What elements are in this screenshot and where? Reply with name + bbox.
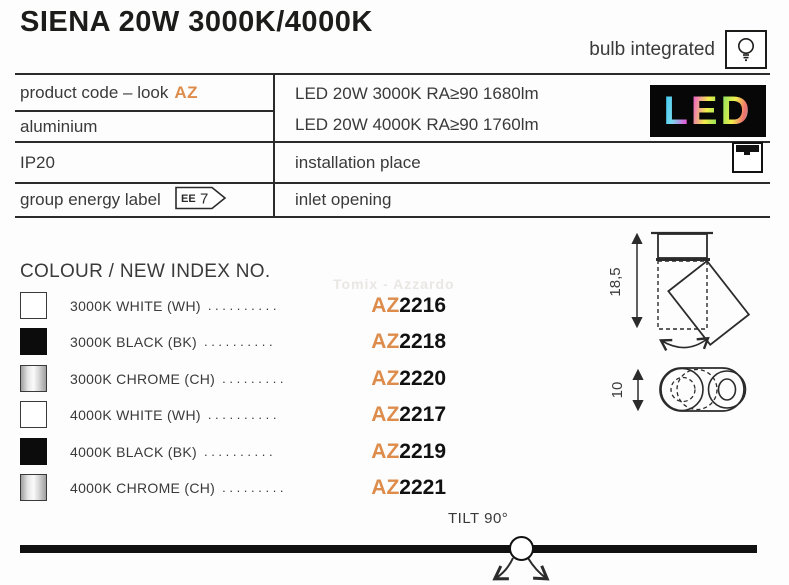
colour-row bbox=[20, 401, 446, 428]
index-code bbox=[371, 294, 446, 318]
led-spec-3000k: LED 20W 3000K RA≥90 1680lm bbox=[295, 84, 539, 103]
energy-label-text: group energy label bbox=[20, 190, 161, 209]
spec-table bbox=[15, 73, 770, 218]
index-code bbox=[371, 330, 446, 354]
colour-row bbox=[20, 474, 446, 501]
led-logo bbox=[650, 85, 766, 137]
code-number: 2218 bbox=[399, 329, 446, 353]
swatch-chrome bbox=[20, 474, 47, 501]
table-divider bbox=[273, 73, 275, 218]
bulb-integrated bbox=[589, 30, 767, 69]
colour-row bbox=[20, 365, 446, 392]
code-number: 2216 bbox=[399, 293, 446, 317]
colour-row bbox=[20, 292, 446, 319]
led-logo-text: LED bbox=[663, 89, 753, 133]
side-view-diagram bbox=[637, 233, 749, 348]
ip-rating-label: IP20 bbox=[20, 152, 55, 172]
index-code bbox=[371, 440, 446, 464]
swivel-arc-arrow bbox=[662, 339, 707, 348]
swatch-chrome bbox=[20, 365, 47, 392]
code-prefix: AZ bbox=[371, 439, 400, 463]
base-pill-outline bbox=[660, 368, 744, 411]
code-prefix: AZ bbox=[371, 402, 400, 426]
product-code-label: product code – look bbox=[20, 82, 169, 102]
energy-badge-value: 7 bbox=[199, 190, 209, 207]
colour-label: 3000K WHITE (WH) bbox=[70, 297, 201, 314]
dot-leader: . . . . . . . . . . bbox=[207, 298, 277, 313]
colours-heading: COLOUR / NEW INDEX NO. bbox=[20, 261, 271, 282]
tilt-arrows bbox=[496, 558, 546, 578]
swatch-white bbox=[20, 401, 47, 428]
tilt-arrow-right bbox=[528, 558, 546, 578]
installation-place-label: installation place bbox=[295, 152, 421, 172]
cell-material bbox=[15, 112, 97, 141]
energy-efficiency-badge bbox=[175, 186, 227, 215]
energy-badge-prefix: EE bbox=[180, 192, 196, 205]
cell-inlet-opening bbox=[277, 184, 391, 216]
colour-label: 4000K WHITE (WH) bbox=[70, 406, 201, 423]
ceiling-mount-icon bbox=[732, 142, 763, 173]
index-code bbox=[371, 403, 446, 427]
cell-product-code bbox=[15, 75, 198, 110]
mount-body bbox=[658, 234, 707, 258]
colour-row bbox=[20, 328, 446, 355]
bottom-divider-bar bbox=[20, 545, 757, 553]
code-number: 2217 bbox=[399, 402, 446, 426]
dot-leader: . . . . . . . . . . bbox=[207, 407, 277, 422]
code-prefix: AZ bbox=[371, 293, 400, 317]
inlet-opening-label: inlet opening bbox=[295, 190, 392, 209]
diameter-dimension-label: 10 bbox=[609, 381, 626, 399]
bulb-icon bbox=[725, 30, 767, 69]
colour-label: 3000K BLACK (BK) bbox=[70, 333, 197, 350]
tilt-pivot-circle bbox=[509, 536, 534, 561]
swatch-black bbox=[20, 328, 47, 355]
code-prefix: AZ bbox=[371, 366, 400, 390]
top-view-diagram bbox=[638, 368, 746, 411]
code-prefix: AZ bbox=[371, 329, 400, 353]
colour-label: 3000K CHROME (CH) bbox=[70, 370, 216, 387]
index-code bbox=[371, 476, 446, 500]
cell-led-specs bbox=[277, 75, 539, 140]
led-spec-4000k: LED 20W 4000K RA≥90 1760lm bbox=[295, 115, 539, 134]
tilt-arrow-left bbox=[496, 558, 513, 578]
cell-energy-label bbox=[15, 184, 227, 216]
code-prefix: AZ bbox=[371, 475, 400, 499]
index-code bbox=[371, 367, 446, 391]
code-number: 2221 bbox=[399, 475, 446, 499]
ceiling-tab bbox=[744, 152, 750, 155]
bulb-integrated-label: bulb integrated bbox=[589, 38, 715, 60]
dot-leader: . . . . . . . . . bbox=[222, 480, 284, 495]
swatch-black bbox=[20, 438, 47, 465]
cell-installation-place bbox=[277, 143, 421, 182]
lamp-head-vertical-dashed bbox=[658, 261, 707, 329]
head-circle-dashed bbox=[677, 370, 717, 410]
dot-leader: . . . . . . . . . . bbox=[203, 334, 273, 349]
swatch-white bbox=[20, 292, 47, 319]
page-title: SIENA 20W 3000K/4000K bbox=[20, 6, 373, 38]
lamp-head-tilted bbox=[668, 261, 748, 345]
colour-label: 4000K BLACK (BK) bbox=[70, 443, 197, 460]
lens-outer-circle bbox=[709, 371, 746, 408]
lens-inner-ellipse bbox=[719, 379, 736, 400]
code-number: 2220 bbox=[399, 366, 446, 390]
code-number: 2219 bbox=[399, 439, 446, 463]
colour-row bbox=[20, 438, 446, 465]
height-dimension-label: 18,5 bbox=[607, 267, 624, 297]
material-label: aluminium bbox=[20, 116, 98, 136]
watermark: Tomix - Azzardo bbox=[333, 276, 455, 292]
head-circle-solid bbox=[661, 369, 703, 411]
inner-circle-dashed bbox=[671, 378, 695, 402]
brand-az: AZ bbox=[174, 82, 199, 102]
tilt-label: TILT 90° bbox=[448, 510, 509, 527]
dot-leader: . . . . . . . . . bbox=[222, 371, 284, 386]
colour-label: 4000K CHROME (CH) bbox=[70, 479, 216, 496]
ceiling-bar bbox=[736, 145, 759, 152]
cell-ip-rating bbox=[15, 143, 55, 182]
table-border-bottom bbox=[15, 216, 770, 218]
dot-leader: . . . . . . . . . . bbox=[203, 444, 273, 459]
